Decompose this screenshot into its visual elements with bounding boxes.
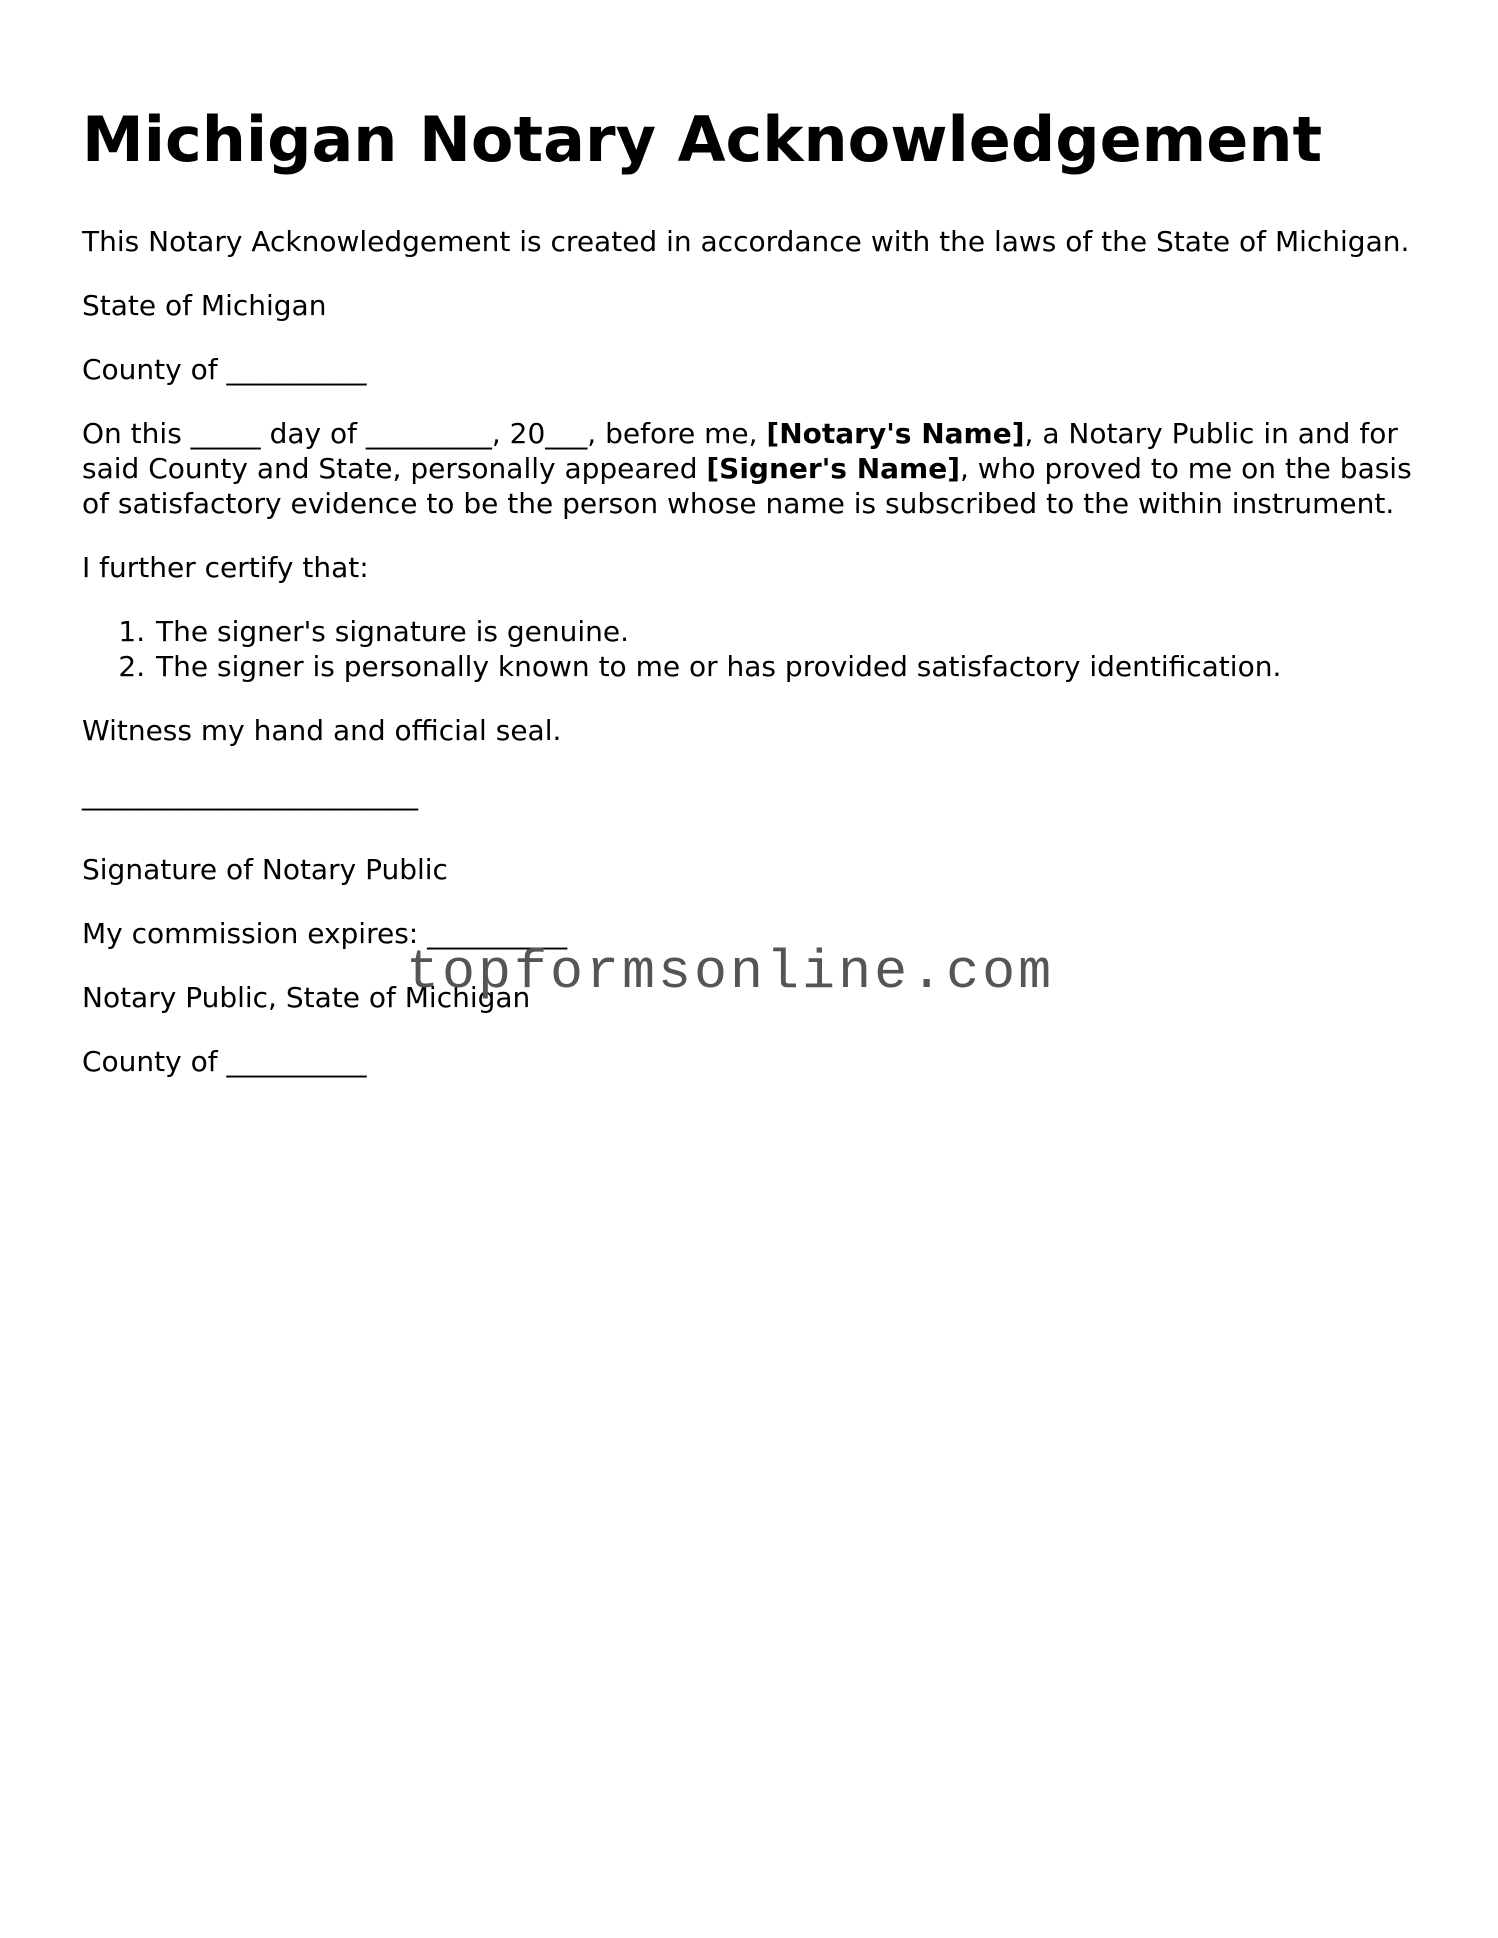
body-text-part-3: , who proved to me on the basis of satisfactory evidence to be the person whose name is subscribed to the within instrument. <box>82 452 1412 520</box>
county-line-2: County of __________ <box>82 1045 367 1078</box>
page-title: Michigan Notary Acknowledgement <box>82 103 1323 176</box>
state-line: State of Michigan <box>82 289 327 322</box>
intro-paragraph: This Notary Acknowledgement is created in accordance with the laws of the State of Michigan. <box>82 225 1410 258</box>
commission-line: My commission expires: __________ <box>82 917 568 950</box>
notary-name-placeholder: [Notary's Name] <box>766 417 1025 450</box>
acknowledgement-paragraph <box>82 416 1422 521</box>
watermark: topformsonline.com <box>406 941 1055 1004</box>
signer-name-placeholder: [Signer's Name] <box>706 452 960 485</box>
certify-list <box>82 614 1422 684</box>
list-item: 1. The signer's signature is genuine. <box>154 614 1422 649</box>
county-line: County of __________ <box>82 353 367 386</box>
document-page <box>82 100 1422 1108</box>
body-text-part-1: On this _____ day of _________, 20___, before me, <box>82 417 767 450</box>
notary-state-line: Notary Public, State of Michigan <box>82 981 531 1014</box>
body-text-part-2: , a Notary Public in and for said County and State, personally appeared <box>82 417 1398 485</box>
signature-label: Signature of Notary Public <box>82 853 448 886</box>
list-item: 2. The signer is personally known to me or has provided satisfactory identification. <box>154 649 1422 684</box>
signature-line: ________________________ <box>82 778 418 811</box>
certify-intro: I further certify that: <box>82 551 369 584</box>
witness-line: Witness my hand and official seal. <box>82 714 562 747</box>
